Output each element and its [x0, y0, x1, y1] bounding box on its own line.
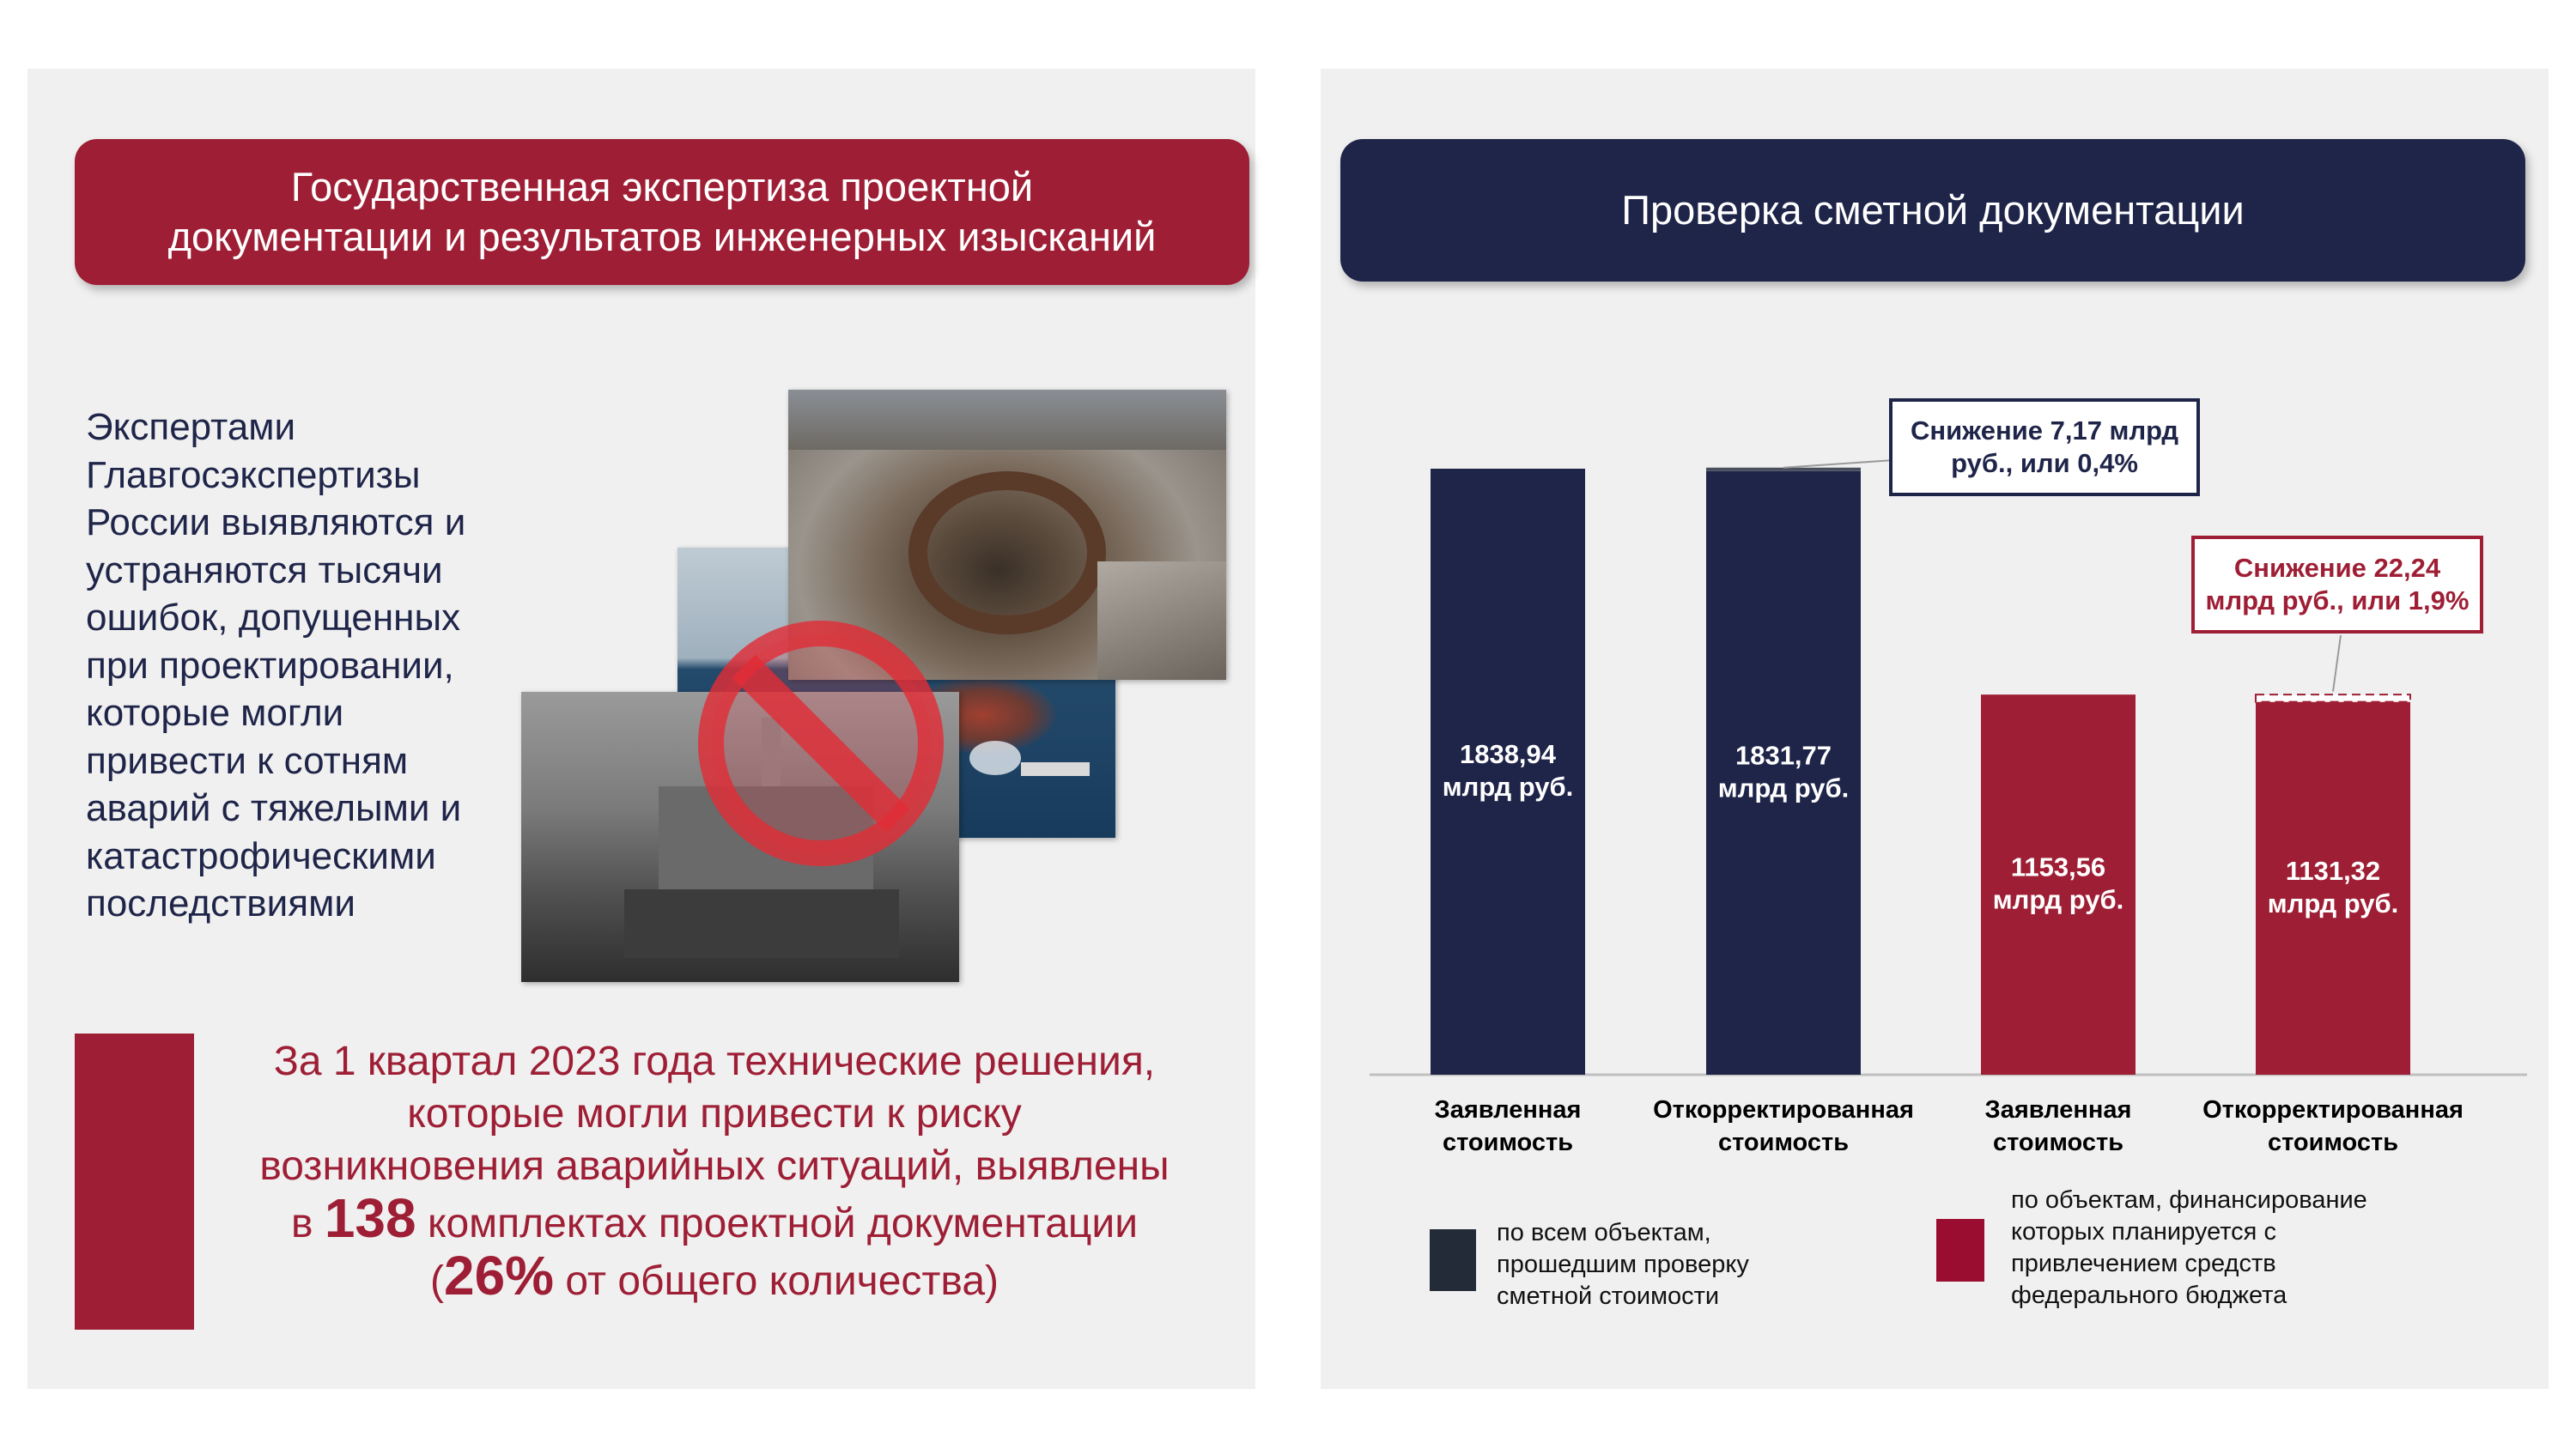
reduction-strip-2 [2256, 694, 2410, 702]
statement-number-138: 138 [324, 1187, 416, 1249]
statement-line-2: которые могли привести к риску [407, 1091, 1022, 1137]
bar-value-label-3-1: 1153,56 [2010, 852, 2106, 882]
category-label-1-2: стоимость [1442, 1129, 1574, 1156]
quarterly-statement [225, 1035, 1204, 1307]
right-header-title: Проверка сметной документации [1621, 187, 2245, 233]
legend-swatch-all-objects [1430, 1229, 1476, 1291]
statement-line-1: За 1 квартал 2023 года технические решения, [273, 1039, 1156, 1084]
category-label-3-2: стоимость [1992, 1129, 2124, 1156]
bar-value-label-3-2: млрд руб. [1992, 884, 2124, 915]
no-entry-sign-icon [683, 606, 958, 881]
statement-line-5-suffix: от общего количества) [554, 1258, 999, 1304]
bar-value-label-2-1: 1831,77 [1735, 740, 1832, 771]
legend-swatch-federal [1936, 1219, 1984, 1282]
statement-accent-bar [75, 1034, 194, 1330]
statement-line-5 [225, 1245, 1204, 1307]
expertise-description: Экспертами Главгосэкспертизы России выявляются и устраняются тысячи ошибок, допущенных при проектировании, которые могли привести к сотням аварий с тяжелыми и катастрофическими последствиями [86, 406, 466, 925]
left-header-title: Государственная экспертиза проектной документации и результатов инженерных изысканий [167, 164, 1157, 259]
bar-value-label-2-2: млрд руб. [1717, 773, 1850, 803]
statement-line-4 [225, 1187, 1204, 1250]
category-label-1-1: Заявленная [1434, 1096, 1582, 1124]
left-header-banner [75, 139, 1249, 285]
category-label-3-1: Заявленная [1984, 1096, 2132, 1124]
bar-value-label-4-2: млрд руб. [2267, 888, 2399, 919]
bar-value-label-4-1: 1131,32 [2285, 855, 2381, 886]
statement-line-3: возникновения аварийных ситуаций, выявлены [259, 1143, 1170, 1189]
category-label-4-2: стоимость [2267, 1129, 2399, 1156]
statement-percent-26: 26% [443, 1245, 555, 1307]
category-label-4-1: Откорректированная [2202, 1096, 2464, 1124]
category-label-2-1: Откорректированная [1653, 1096, 1914, 1124]
category-label-2-2: стоимость [1717, 1129, 1850, 1156]
bar-value-label-1-1: 1838,94 [1459, 739, 1557, 769]
bar-value-label-1-2: млрд руб. [1442, 772, 1574, 802]
statement-line-4-suffix: комплектах проектной документации [416, 1201, 1139, 1246]
legend-label-federal: по объектам, финансирование которых планируется с привлечением средств федерального бюджета [2011, 1186, 2367, 1309]
reduction-callout-federal: Снижение 22,24 млрд руб., или 1,9% [2191, 536, 2483, 634]
callout-leader-red [2333, 635, 2341, 692]
statement-line-5-prefix: ( [429, 1258, 444, 1304]
reduction-callout-all-objects: Снижение 7,17 млрд руб., или 0,4% [1889, 398, 2200, 496]
callout-leader-navy [1783, 460, 1894, 468]
statement-line-4-prefix: в [290, 1201, 325, 1246]
legend-label-all-objects: по всем объектам, прошедшим проверку сметной стоимости [1497, 1219, 1749, 1310]
reduction-strip-1 [1706, 468, 1861, 471]
